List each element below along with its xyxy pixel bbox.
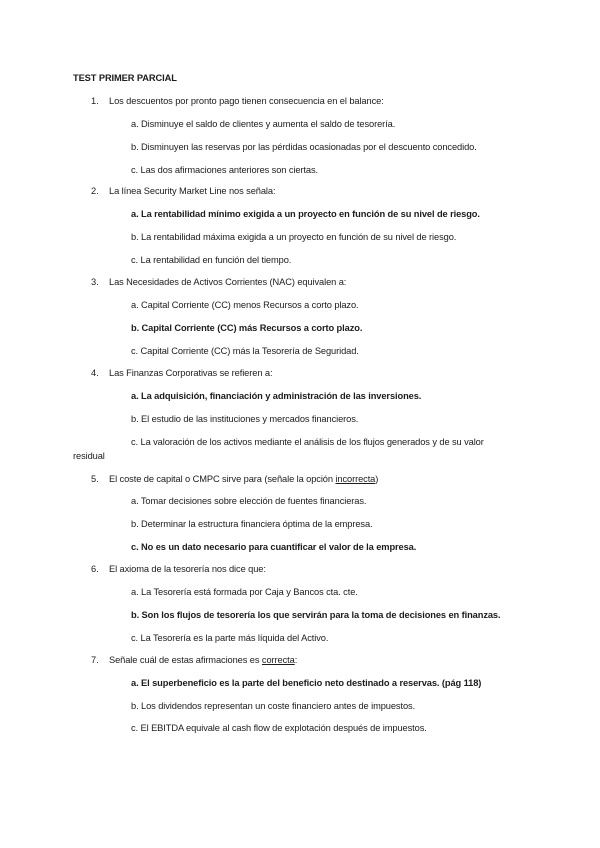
option-7a-correct: a. El superbeneficio es la parte del beneficio neto destinado a reservas. (pág 118) (131, 678, 482, 688)
option-1b: b. Disminuyen las reservas por las pérdidas ocasionadas por el descuento concedido. (131, 142, 477, 152)
option-3c: c. Capital Corriente (CC) más la Tesorería de Seguridad. (131, 346, 359, 356)
option-6b-correct: b. Son los flujos de tesorería los que servirán para la toma de decisiones en finanzas. (131, 610, 501, 620)
question-number: 7. (91, 655, 99, 665)
option-1c: c. Las dos afirmaciones anteriores son ciertas. (131, 165, 319, 175)
underlined-word: correcta (261, 655, 295, 665)
question-4 (91, 368, 581, 378)
document-title: TEST PRIMER PARCIAL (73, 73, 177, 83)
question-text-end: : (294, 655, 298, 665)
question-text-end: ) (375, 474, 379, 484)
option-4b: b. El estudio de las instituciones y mercados financieros. (131, 414, 359, 424)
option-7c: c. El EBITDA equivale al cash flow de explotación después de impuestos. (131, 723, 427, 733)
underlined-word: incorrecta (335, 474, 376, 484)
option-1a: a. Disminuye el saldo de clientes y aumenta el saldo de tesorería. (131, 119, 396, 129)
question-5 (91, 474, 581, 484)
option-5c-correct: c. No es un dato necesario para cuantificar el valor de la empresa. (131, 542, 417, 552)
question-6 (91, 564, 581, 574)
question-number: 5. (91, 474, 99, 484)
question-text: Las Necesidades de Activos Corrientes (NAC) equivalen a: (109, 277, 347, 287)
option-2c: c. La rentabilidad en función del tiempo. (131, 255, 292, 265)
question-number: 1. (91, 96, 99, 106)
option-6c: c. La Tesorería es la parte más líquida del Activo. (131, 633, 329, 643)
question-7 (91, 655, 581, 665)
option-6a: a. La Tesorería está formada por Caja y Bancos cta. cte. (131, 587, 358, 597)
question-text: Los descuentos por pronto pago tienen consecuencia en el balance: (109, 96, 384, 106)
option-7b: b. Los dividendos representan un coste financiero antes de impuestos. (131, 701, 416, 711)
option-2a-correct: a. La rentabilidad mínimo exigida a un proyecto en función de su nivel de riesgo. (131, 209, 480, 219)
option-4a-correct: a. La adquisición, financiación y administración de las inversiones. (131, 391, 422, 401)
question-number: 6. (91, 564, 99, 574)
option-2b: b. La rentabilidad máxima exigida a un proyecto en función de su nivel de riesgo. (131, 232, 457, 242)
option-3a: a. Capital Corriente (CC) menos Recursos a corto plazo. (131, 300, 359, 310)
question-number: 3. (91, 277, 99, 287)
option-5b: b. Determinar la estructura financiera óptima de la empresa. (131, 519, 373, 529)
question-text: La línea Security Market Line nos señala: (109, 186, 276, 196)
question-number: 2. (91, 186, 99, 196)
question-2 (91, 186, 581, 196)
option-3b-correct: b. Capital Corriente (CC) más Recursos a corto plazo. (131, 323, 363, 333)
question-3 (91, 277, 581, 287)
option-4c: c. La valoración de los activos mediante el análisis de los flujos generados y de su valor (131, 437, 484, 447)
question-number: 4. (91, 368, 99, 378)
question-text: Señale cuál de estas afirmaciones es (109, 655, 262, 665)
option-5a: a. Tomar decisiones sobre elección de fuentes financieras. (131, 496, 367, 506)
option-4c-continuation: residual (73, 451, 105, 461)
question-1 (91, 96, 581, 106)
question-text: El coste de capital o CMPC sirve para (señale la opción (109, 474, 336, 484)
question-text: El axioma de la tesorería nos dice que: (109, 564, 266, 574)
question-text: Las Finanzas Corporativas se refieren a: (109, 368, 273, 378)
